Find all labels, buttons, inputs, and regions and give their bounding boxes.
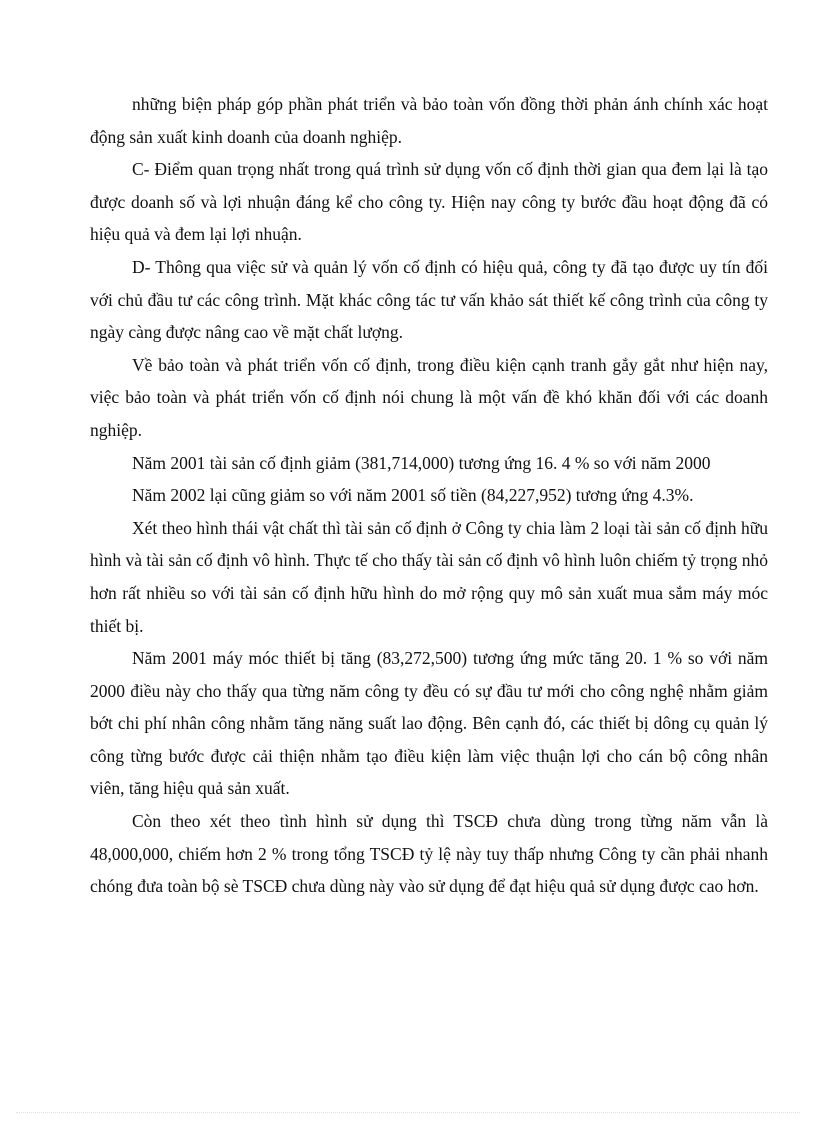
page-bottom-border xyxy=(16,1112,800,1113)
paragraph-point-d: D- Thông qua việc sử và quản lý vốn cố định có hiệu quả, công ty đã tạo được uy tín đối với chủ đầu tư các công trình. Mặt khác công tác tư vấn khảo sát thiết kế công trình của công ty ngày càng được nâng cao về mặt chất lượng. xyxy=(90,256,768,343)
paragraph-year-2002-assets: Năm 2002 lại cũng giảm so với năm 2001 số tiền (84,227,952) tương ứng 4.3%. xyxy=(132,485,694,506)
body-text xyxy=(90,88,768,903)
paragraph-machinery-increase: Năm 2001 máy móc thiết bị tăng (83,272,500) tương ứng mức tăng 20. 1 % so với năm 2000 điều này cho thấy qua từng năm công ty đều có sự đầu tư mới cho công nghệ nhằm giảm bớt chi phí nhân công nhằm tăng năng suất lao động. Bên cạnh đó, các thiết bị dông cụ quản lý công từng bước được cải thiện nhằm tạo điều kiện làm việc thuận lợi cho cán bộ công nhân viên, tăng hiệu quả sản xuất. xyxy=(90,648,768,799)
paragraph-capital-preservation: Về bảo toàn và phát triển vốn cố định, trong điều kiện cạnh tranh gắy gắt như hiện nay, việc bảo toàn và phát triển vốn cố định nói chung là một vấn đề khó khăn đối với các doanh nghiệp. xyxy=(90,354,768,440)
paragraph-point-c: C- Điểm quan trọng nhất trong quá trình sử dụng vốn cố định thời gian qua đem lại là tạo được doanh số và lợi nhuận đáng kể cho công ty. Hiện nay công ty bước đầu hoạt động đã có hiệu quả và đem lại lợi nhuận. xyxy=(90,159,768,245)
paragraph-year-2001-assets: Năm 2001 tài sản cố định giảm (381,714,000) tương ứng 16. 4 % so với năm 2000 xyxy=(132,452,711,473)
paragraph-unused-assets: Còn theo xét theo tình hình sử dụng thì TSCĐ chưa dùng trong từng năm vẫn là 48,000,000, chiếm hơn 2 % trong tổng TSCĐ tỷ lệ này tuy thấp nhưng Công ty cần phải nhanh chóng đưa toàn bộ sè TSCĐ chưa dùng này vào sử dụng để đạt hiệu quả sử dụng được cao hơn. xyxy=(90,811,768,897)
paragraph-asset-classification: Xét theo hình thái vật chất thì tài sản cố định ở Công ty chia làm 2 loại tài sản cố định hữu hình và tài sản cố định vô hình. Thực tế cho thấy tài sản cố định vô hình luôn chiếm tỷ trọng nhỏ hơn rất nhiều so với tài sản cố định hữu hình do mở rộng quy mô sản xuất mua sắm máy móc thiết bị. xyxy=(90,517,768,636)
paragraph-continuation: những biện pháp góp phần phát triển và bảo toàn vốn đồng thời phản ánh chính xác hoạt động sản xuất kinh doanh của doanh nghiệp. xyxy=(90,94,768,147)
